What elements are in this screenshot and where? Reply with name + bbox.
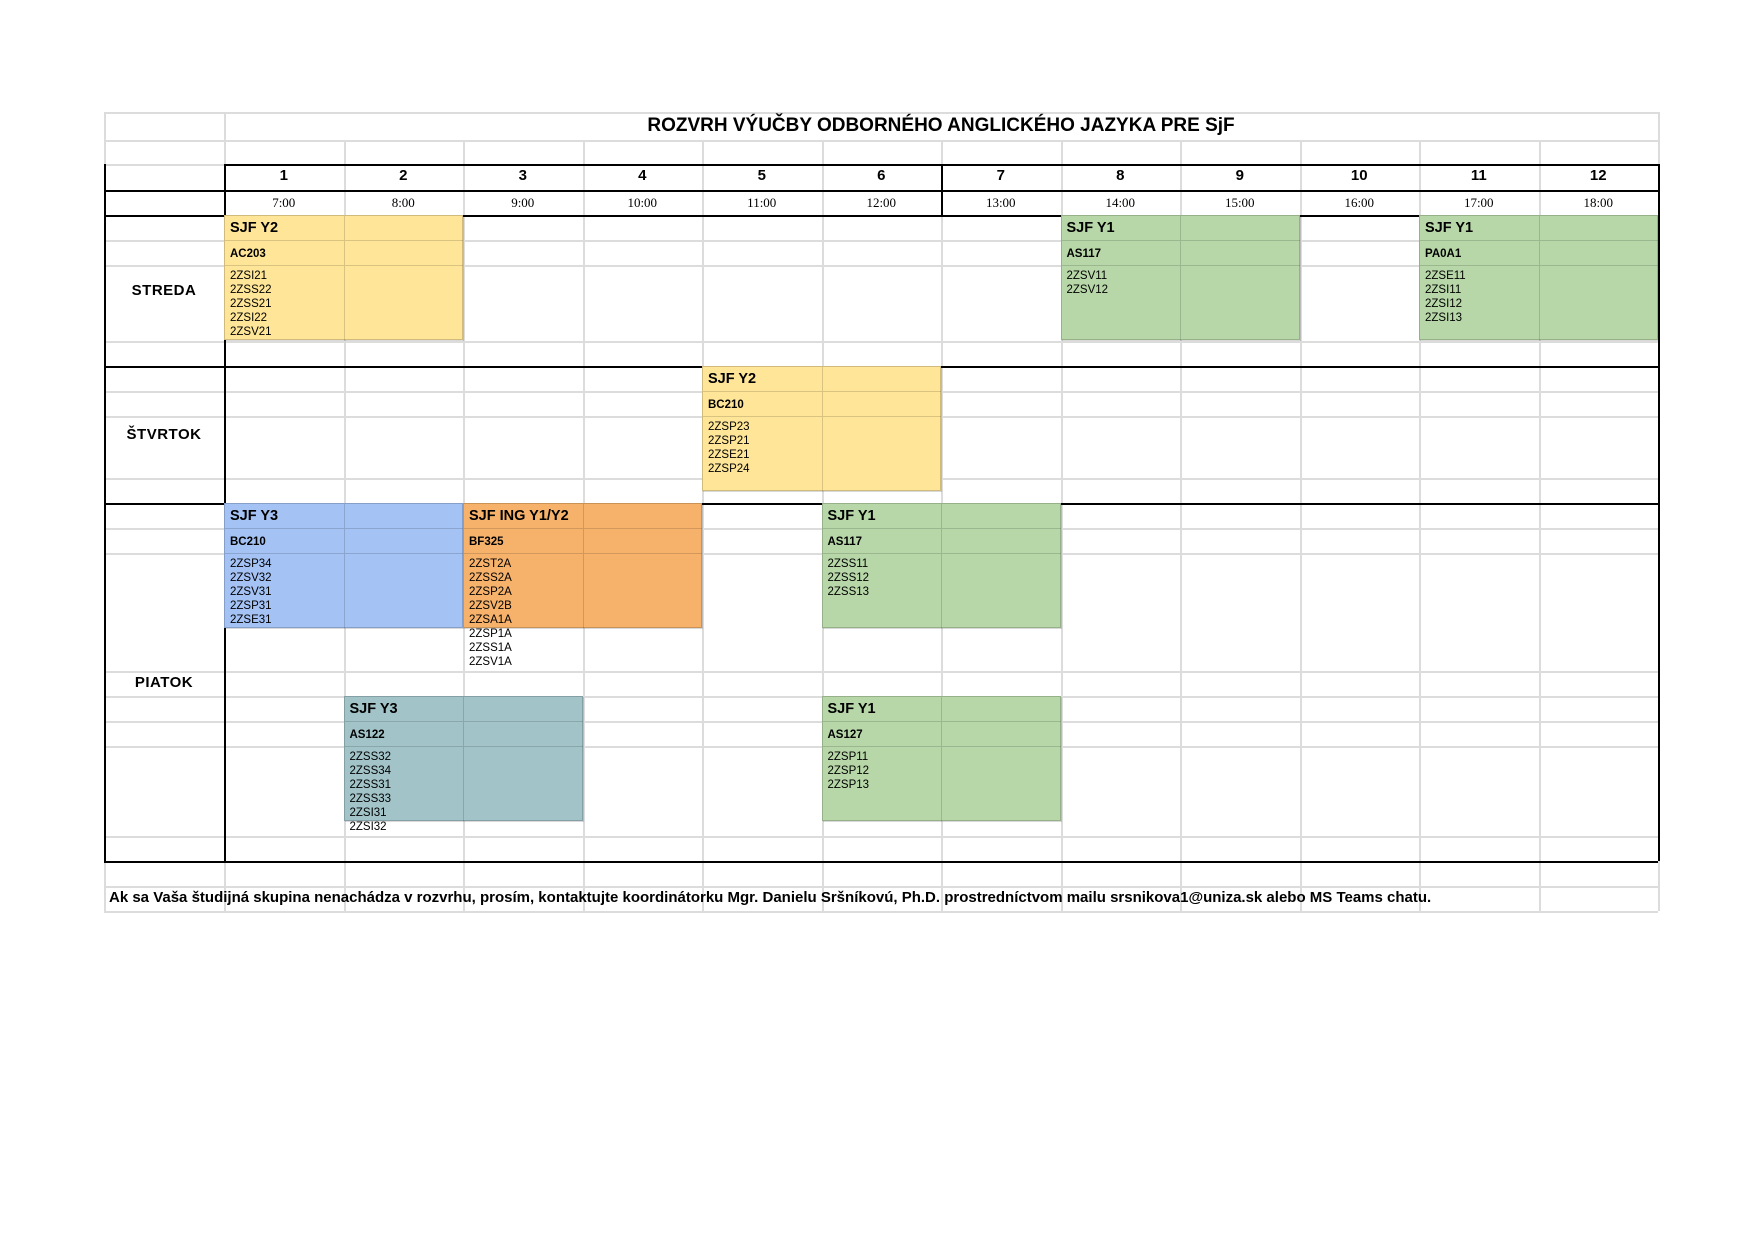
block-cell bbox=[345, 554, 465, 629]
block-group: 2ZSV32 bbox=[230, 572, 272, 584]
footer-note: Ak sa Vaša študijná skupina nenachádza v rozvrhu, prosím, kontaktujte koordinátorku Mgr. Danielu Sršníkovú, Ph.D. prostredníctvom mailu srsnikova1@uniza.sk alebo MS Teams chatu. bbox=[109, 889, 1432, 906]
block-group: 2ZSP13 bbox=[827, 779, 870, 791]
grid-line-horizontal bbox=[104, 671, 1658, 673]
block-group: 2ZSV1A bbox=[469, 656, 512, 668]
grid-line-horizontal bbox=[104, 911, 1658, 913]
page-title: ROZVRH VÝUČBY ODBORNÉHO ANGLICKÉHO JAZYKA PRE SjF bbox=[647, 115, 1235, 136]
block-cell bbox=[345, 266, 465, 341]
schedule-block[interactable] bbox=[1061, 215, 1300, 340]
block-cell bbox=[1540, 241, 1660, 266]
block-cell bbox=[345, 504, 465, 529]
block-group: 2ZSE11 bbox=[1425, 270, 1466, 282]
table-border-horizontal bbox=[104, 861, 1658, 863]
period-time: 8:00 bbox=[391, 195, 415, 210]
grid-line-horizontal bbox=[104, 836, 1658, 838]
block-room: AS117 bbox=[827, 536, 863, 548]
block-title: SJF Y2 bbox=[708, 371, 757, 387]
block-group: 2ZSV31 bbox=[230, 586, 272, 598]
block-room: BC210 bbox=[230, 536, 266, 548]
block-group: 2ZSE21 bbox=[708, 449, 750, 461]
block-group: 2ZSP24 bbox=[708, 463, 750, 475]
period-number: 11 bbox=[1470, 167, 1487, 184]
block-cell bbox=[464, 697, 584, 722]
day-label-2: ŠTVRTOK bbox=[126, 426, 202, 443]
period-number: 12 bbox=[1589, 167, 1607, 184]
block-group: 2ZSS32 bbox=[349, 751, 392, 763]
grid-line-horizontal bbox=[104, 341, 1658, 343]
block-title: SJF Y1 bbox=[1425, 220, 1474, 236]
block-cell bbox=[345, 529, 465, 554]
period-number: 1 bbox=[279, 167, 288, 184]
block-group: 2ZST2A bbox=[469, 558, 512, 570]
block-group: 2ZSI13 bbox=[1425, 312, 1463, 324]
period-time: 17:00 bbox=[1463, 195, 1494, 210]
block-group: 2ZSV12 bbox=[1066, 284, 1109, 296]
period-time: 13:00 bbox=[985, 195, 1016, 210]
block-group: 2ZSI12 bbox=[1425, 298, 1463, 310]
block-group: 2ZSP2A bbox=[469, 586, 512, 598]
block-cell bbox=[942, 529, 1062, 554]
period-time: 14:00 bbox=[1105, 195, 1136, 210]
block-title: SJF ING Y1/Y2 bbox=[469, 508, 569, 524]
block-group: 2ZSS2A bbox=[469, 572, 512, 584]
block-group: 2ZSS21 bbox=[230, 298, 272, 310]
block-cell bbox=[1181, 241, 1301, 266]
block-room: PA0A1 bbox=[1425, 248, 1462, 260]
block-group: 2ZSI21 bbox=[230, 270, 268, 282]
block-cell bbox=[1181, 266, 1301, 341]
schedule-block[interactable] bbox=[702, 366, 941, 491]
period-number: 3 bbox=[518, 167, 527, 184]
period-time: 16:00 bbox=[1344, 195, 1375, 210]
block-group: 2ZSP11 bbox=[827, 751, 869, 763]
block-cell bbox=[584, 554, 704, 629]
period-number: 6 bbox=[877, 167, 886, 184]
schedule-block[interactable] bbox=[1419, 215, 1658, 340]
schedule-block[interactable] bbox=[822, 503, 1061, 628]
period-time: 11:00 bbox=[747, 195, 777, 210]
block-group: 2ZSP23 bbox=[708, 421, 750, 433]
block-room: AC203 bbox=[230, 248, 266, 260]
period-number: 4 bbox=[638, 167, 647, 184]
block-group: 2ZSE31 bbox=[230, 614, 272, 626]
block-cell bbox=[942, 554, 1062, 629]
block-room: BC210 bbox=[708, 399, 744, 411]
block-room: BF325 bbox=[469, 536, 504, 548]
block-group: 2ZSI11 bbox=[1425, 284, 1462, 296]
block-group: 2ZSI31 bbox=[349, 807, 387, 819]
period-number: 5 bbox=[757, 167, 766, 184]
block-cell bbox=[942, 747, 1062, 822]
block-cell bbox=[345, 241, 465, 266]
period-time: 10:00 bbox=[627, 195, 658, 210]
block-cell bbox=[1181, 216, 1301, 241]
period-number: 9 bbox=[1235, 167, 1244, 184]
grid-line-horizontal bbox=[104, 140, 1658, 142]
block-title: SJF Y3 bbox=[349, 701, 398, 717]
block-group: 2ZSV2B bbox=[469, 600, 512, 612]
day-label-1: STREDA bbox=[131, 282, 197, 299]
block-group: 2ZSS22 bbox=[230, 284, 272, 296]
schedule-block[interactable] bbox=[224, 503, 463, 628]
period-time: 18:00 bbox=[1583, 195, 1614, 210]
day-label-3: PIATOK bbox=[134, 673, 194, 691]
period-time: 15:00 bbox=[1224, 195, 1255, 210]
block-cell bbox=[823, 392, 943, 417]
block-cell bbox=[1540, 266, 1660, 341]
block-group: 2ZSV11 bbox=[1066, 270, 1108, 282]
block-group: 2ZSI32 bbox=[349, 821, 387, 833]
block-cell bbox=[464, 722, 584, 747]
block-title: SJF Y2 bbox=[230, 220, 279, 236]
period-number: 7 bbox=[996, 167, 1005, 184]
block-title: SJF Y1 bbox=[827, 508, 876, 524]
schedule-block[interactable] bbox=[463, 503, 702, 668]
period-number: 2 bbox=[399, 167, 408, 184]
schedule-block[interactable] bbox=[344, 696, 583, 833]
block-title: SJF Y1 bbox=[827, 701, 876, 717]
schedule-block[interactable] bbox=[224, 215, 463, 340]
block-room: AS117 bbox=[1066, 248, 1102, 260]
block-cell bbox=[584, 504, 704, 529]
block-group: 2ZSS33 bbox=[349, 793, 392, 805]
block-cell bbox=[942, 697, 1062, 722]
period-time: 7:00 bbox=[272, 195, 296, 210]
block-cell bbox=[1540, 216, 1660, 241]
block-group: 2ZSP34 bbox=[230, 558, 272, 570]
block-group: 2ZSS34 bbox=[349, 765, 392, 777]
block-group: 2ZSS1A bbox=[469, 642, 512, 654]
block-group: 2ZSA1A bbox=[469, 614, 512, 626]
block-cell bbox=[942, 722, 1062, 747]
block-group: 2ZSS13 bbox=[827, 586, 870, 598]
block-group: 2ZSP21 bbox=[708, 435, 750, 447]
block-title: SJF Y1 bbox=[1066, 220, 1115, 236]
block-group: 2ZSI22 bbox=[230, 312, 268, 324]
period-time: 9:00 bbox=[511, 195, 535, 210]
block-room: AS127 bbox=[827, 729, 863, 741]
period-number: 10 bbox=[1350, 167, 1368, 184]
block-cell bbox=[345, 216, 465, 241]
period-number: 8 bbox=[1116, 167, 1125, 184]
block-cell bbox=[464, 747, 584, 822]
block-cell bbox=[584, 529, 704, 554]
block-group: 2ZSS11 bbox=[827, 558, 869, 570]
block-group: 2ZSP12 bbox=[827, 765, 870, 777]
block-title: SJF Y3 bbox=[230, 508, 279, 524]
block-cell bbox=[823, 417, 943, 492]
block-group: 2ZSV21 bbox=[230, 326, 272, 338]
block-cell bbox=[823, 367, 943, 392]
block-group: 2ZSS31 bbox=[349, 779, 392, 791]
block-room: AS122 bbox=[349, 729, 385, 741]
block-cell bbox=[942, 504, 1062, 529]
schedule-block[interactable] bbox=[822, 696, 1061, 821]
period-time: 12:00 bbox=[866, 195, 897, 210]
block-group: 2ZSP31 bbox=[230, 600, 272, 612]
block-group: 2ZSS12 bbox=[827, 572, 870, 584]
block-group: 2ZSP1A bbox=[469, 628, 512, 640]
